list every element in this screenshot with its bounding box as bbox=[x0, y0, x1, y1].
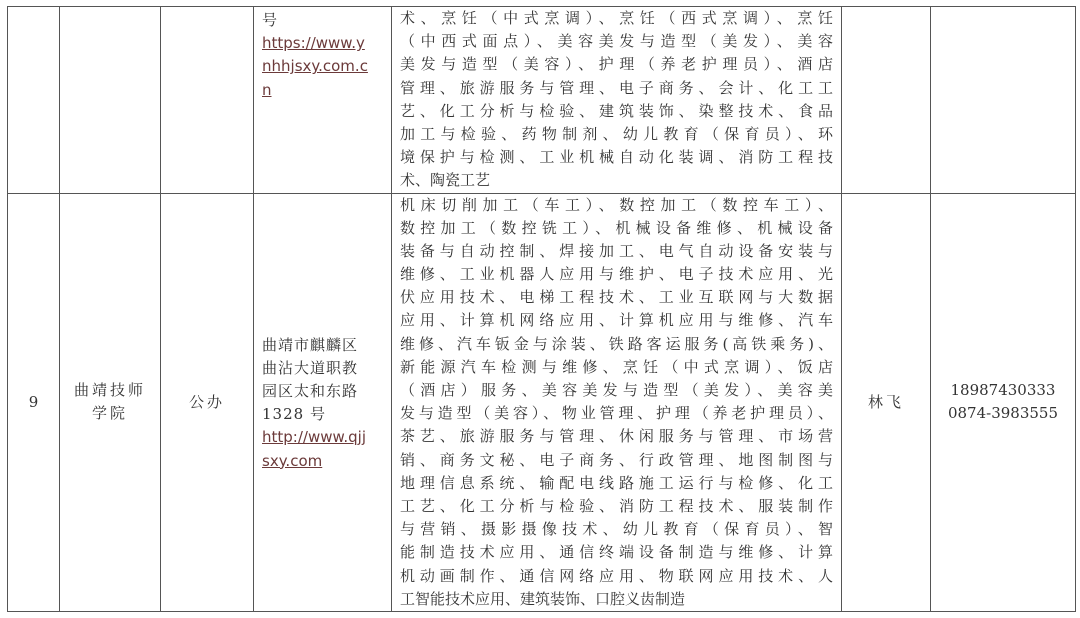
school-type-cell bbox=[161, 7, 254, 194]
majors-line: （酒店）服务、美容美发与造型（美发）、美容美 bbox=[400, 381, 833, 399]
majors-line: 工智能技术应用、建筑装饰、口腔义齿制造 bbox=[400, 589, 686, 608]
majors-line: 数控加工（数控铣工）、机械设备维修、机械设备 bbox=[400, 218, 833, 237]
phone-number: 18987430333 bbox=[950, 380, 1056, 399]
majors-line: 维修、工业机器人应用与维护、电子技术应用、光 bbox=[400, 265, 833, 284]
majors-cell bbox=[392, 7, 842, 194]
address-line: 园区太和东路 bbox=[262, 381, 359, 400]
majors-line: 艺、化工分析与检验、建筑装饰、染整技术、食品 bbox=[400, 101, 833, 120]
school-name-line: 学院 bbox=[91, 404, 128, 423]
phone-cell bbox=[931, 7, 1076, 194]
majors-line: 茶艺、旅游服务与管理、休闲服务与管理、市场营 bbox=[400, 427, 833, 446]
website-link[interactable]: nhhjsxy.com.c bbox=[262, 57, 368, 76]
contact-person: 林飞 bbox=[867, 392, 904, 411]
majors-line: 术、陶瓷工艺 bbox=[400, 171, 491, 190]
school-name-line: 曲靖技师 bbox=[73, 380, 146, 399]
contact-cell bbox=[842, 7, 931, 194]
school-type-cell bbox=[161, 193, 254, 611]
website-link[interactable]: http://www.qjj bbox=[262, 428, 367, 447]
majors-line: 应用、计算机网络应用、计算机应用与维修、汽车 bbox=[400, 311, 833, 330]
website-link[interactable]: n bbox=[262, 80, 272, 99]
address-line: 号 bbox=[262, 11, 279, 29]
majors-line: 维修、汽车钣金与涂装、铁路客运服务(高铁乘务)、 bbox=[400, 334, 833, 353]
phone-cell bbox=[931, 193, 1076, 611]
website-link[interactable]: https://www.y bbox=[262, 34, 365, 53]
schools-table bbox=[7, 6, 1076, 612]
phone-number: 0874-3983555 bbox=[947, 404, 1059, 423]
address-line: 曲靖市麒麟区 bbox=[262, 335, 359, 354]
address-cell bbox=[254, 7, 392, 194]
majors-line: 机动画制作、通信网络应用、物联网应用技术、人 bbox=[400, 566, 833, 585]
majors-line: 境保护与检测、工业机械自动化装调、消防工程技 bbox=[400, 148, 833, 167]
table-row bbox=[8, 7, 1076, 194]
majors-line: 能制造技术应用、通信终端设备制造与维修、计算 bbox=[400, 543, 833, 562]
majors-line: 发与造型（美容）、物业管理、护理（养老护理员）、 bbox=[400, 404, 833, 423]
majors-line: 美发与造型（美容）、护理（养老护理员）、酒店 bbox=[400, 55, 833, 74]
majors-line: 销、商务文秘、电子商务、行政管理、地图制图与 bbox=[400, 450, 833, 469]
majors-line: 术、烹饪（中式烹调）、烹饪（西式烹调）、烹饪 bbox=[400, 9, 833, 27]
contact-cell bbox=[842, 193, 931, 611]
index-cell bbox=[8, 7, 60, 194]
address-cell bbox=[254, 193, 392, 611]
majors-line: 地理信息系统、输配电线路施工运行与检修、化工 bbox=[400, 473, 833, 492]
majors-cell bbox=[392, 193, 842, 611]
website-link[interactable]: sxy.com bbox=[262, 451, 323, 470]
majors-line: 新能源汽车检测与维修、烹饪（中式烹调）、饭店 bbox=[400, 357, 833, 376]
school-name-cell bbox=[60, 193, 161, 611]
school-name-cell bbox=[60, 7, 161, 194]
majors-line: 装备与自动控制、焊接加工、电气自动设备安装与 bbox=[400, 241, 833, 260]
index-cell bbox=[8, 193, 60, 611]
majors-line: 工艺、化工分析与检验、消防工程技术、服装制作 bbox=[400, 496, 833, 515]
majors-line: 伏应用技术、电梯工程技术、工业互联网与大数据 bbox=[400, 288, 833, 307]
majors-line: 加工与检验、药物制剂、幼儿教育（保育员）、环 bbox=[400, 124, 833, 143]
majors-line: 与营销、摄影摄像技术、幼儿教育（保育员）、智 bbox=[400, 520, 833, 539]
majors-line: 管理、旅游服务与管理、电子商务、会计、化工工 bbox=[400, 78, 833, 97]
majors-line: 机床切削加工（车工）、数控加工（数控车工）、 bbox=[400, 195, 833, 214]
table-row bbox=[8, 193, 1076, 611]
majors-line: （中西式面点）、美容美发与造型（美发）、美容 bbox=[400, 32, 833, 51]
school-type: 公办 bbox=[188, 392, 225, 411]
row-index: 9 bbox=[28, 392, 39, 411]
address-line: 曲沾大道职教 bbox=[262, 358, 359, 377]
address-line: 1328 号 bbox=[262, 405, 326, 424]
